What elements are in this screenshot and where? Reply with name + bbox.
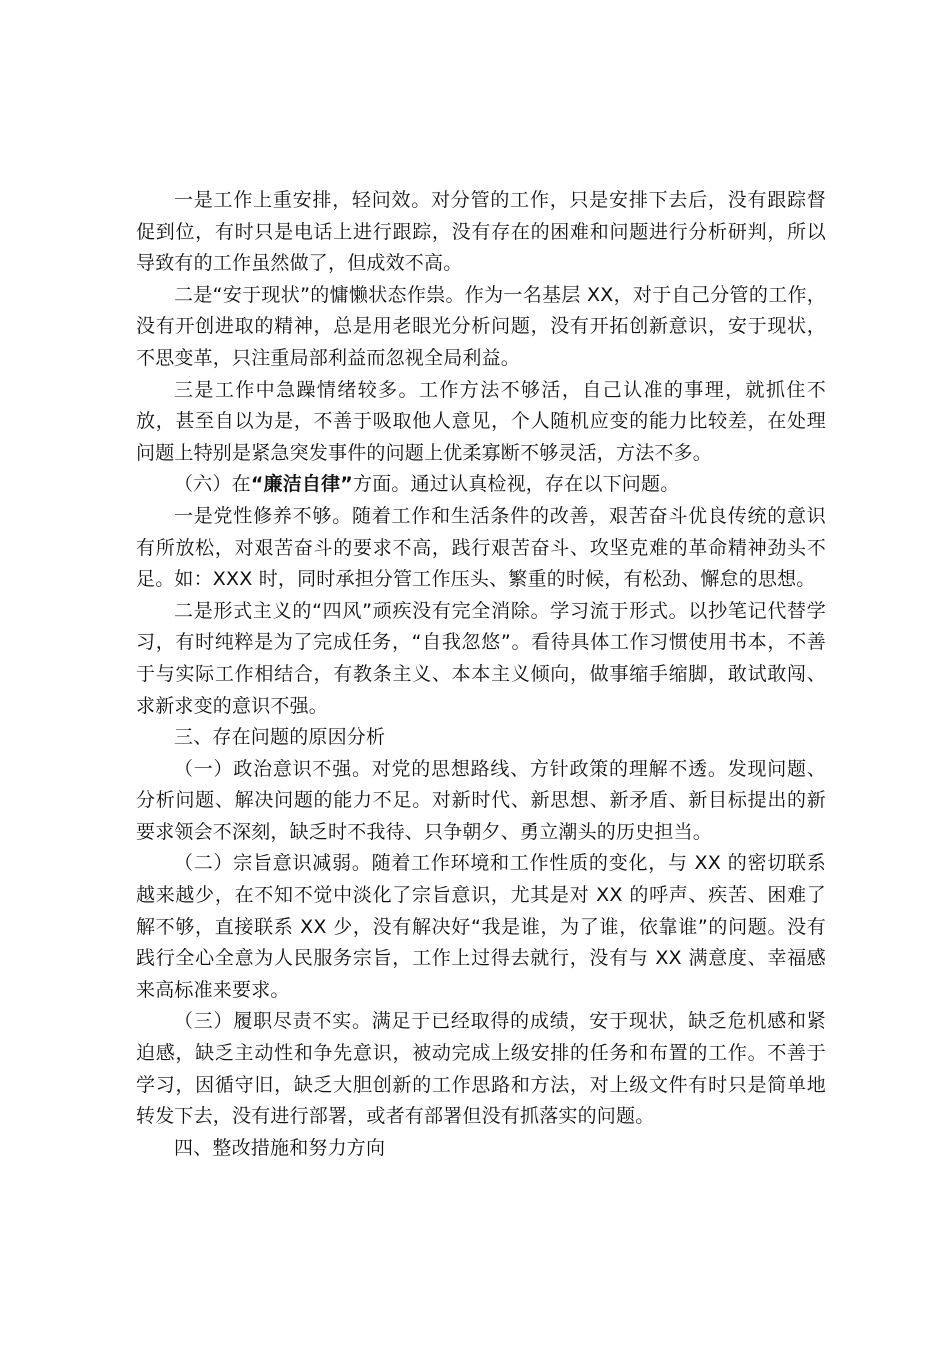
- paragraph-political-awareness: （一）政治意识不强。对党的思想路线、方针政策的理解不透。发现问题、分析问题、解决问题的能力不足。对新时代、新思想、新矛盾、新目标提出的新要求领会不深刻，缺乏时不我待、只争朝夕、勇立潮头的历史担当。: [136, 757, 826, 843]
- paragraph-impatience: 三是工作中急躁情绪较多。工作方法不够活，自己认准的事理，就抓住不放，甚至自以为是，不善于吸取他人意见，个人随机应变的能力比较差，在处理问题上特别是紧急突发事件的问题上优柔寡断不够灵活，方法不多。: [136, 378, 826, 464]
- heading-rectification-measures: 四、整改措施和努力方向: [174, 1136, 386, 1159]
- paragraph-duty-performance: （三）履职尽责不实。满足于已经取得的成绩，安于现状，缺乏危机感和紧迫感，缺乏主动性和争先意识，被动完成上级安排的任务和布置的工作。不善于学习，因循守旧，缺乏大胆创新的工作思路和方法，对上级文件有时只是简单地转发下去，没有进行部署，或者有部署但没有抓落实的问题。: [136, 1010, 826, 1128]
- section-bold-term: “廉洁自律”: [250, 473, 353, 496]
- section-heading-integrity: [136, 469, 826, 501]
- paragraph-formalism: 二是形式主义的“四风”顽疾没有完全消除。学习流于形式。以抄笔记代替学习，有时纯粹是为了完成任务，“自我忽悠”。看待具体工作习惯使用书本，不善于与实际工作相结合，有教条主义、本本主义倾向，做事缩手缩脚，敢试敢闯、求新求变的意识不强。: [136, 599, 826, 717]
- document-body: [136, 185, 826, 1164]
- section-prefix: （六）在: [174, 473, 251, 496]
- paragraph-complacency: 二是“安于现状”的慵懒状态作祟。作为一名基层 XX，对于自己分管的工作，没有开创进取的精神，总是用老眼光分析问题，没有开拓创新意识，安于现状，不思变革，只注重局部利益而忽视全局利益。: [136, 283, 826, 369]
- section-suffix: 方面。通过认真检视，存在以下问题。: [353, 473, 680, 496]
- paragraph-party-spirit: 一是党性修养不够。随着工作和生活条件的改善，艰苦奋斗优良传统的意识有所放松，对艰苦奋斗的要求不高，践行艰苦奋斗、攻坚克难的革命精神劲头不足。如：XXX 时，同时承担分管工作压头、繁重的时候，有松劲、懈怠的思想。: [136, 504, 826, 591]
- paragraph-purpose-awareness: （二）宗旨意识减弱。随着工作环境和工作性质的变化，与 XX 的密切联系越来越少，在不知不觉中淡化了宗旨意识，尤其是对 XX 的呼声、疾苦、困难了解不够，直接联系 XX 少，没有解决好“我是谁，为了谁，依靠谁”的问题。没有践行全心全意为人民服务宗旨，工作上过得去就行，没有与 XX 满意度、幸福感来高标准来要求。: [136, 852, 826, 1001]
- paragraph-work-arrangement: 一是工作上重安排，轻问效。对分管的工作，只是安排下去后，没有跟踪督促到位，有时只是电话上进行跟踪，没有存在的困难和问题进行分析研判，所以导致有的工作虽然做了，但成效不高。: [136, 189, 826, 275]
- heading-cause-analysis: 三、存在问题的原因分析: [174, 726, 386, 749]
